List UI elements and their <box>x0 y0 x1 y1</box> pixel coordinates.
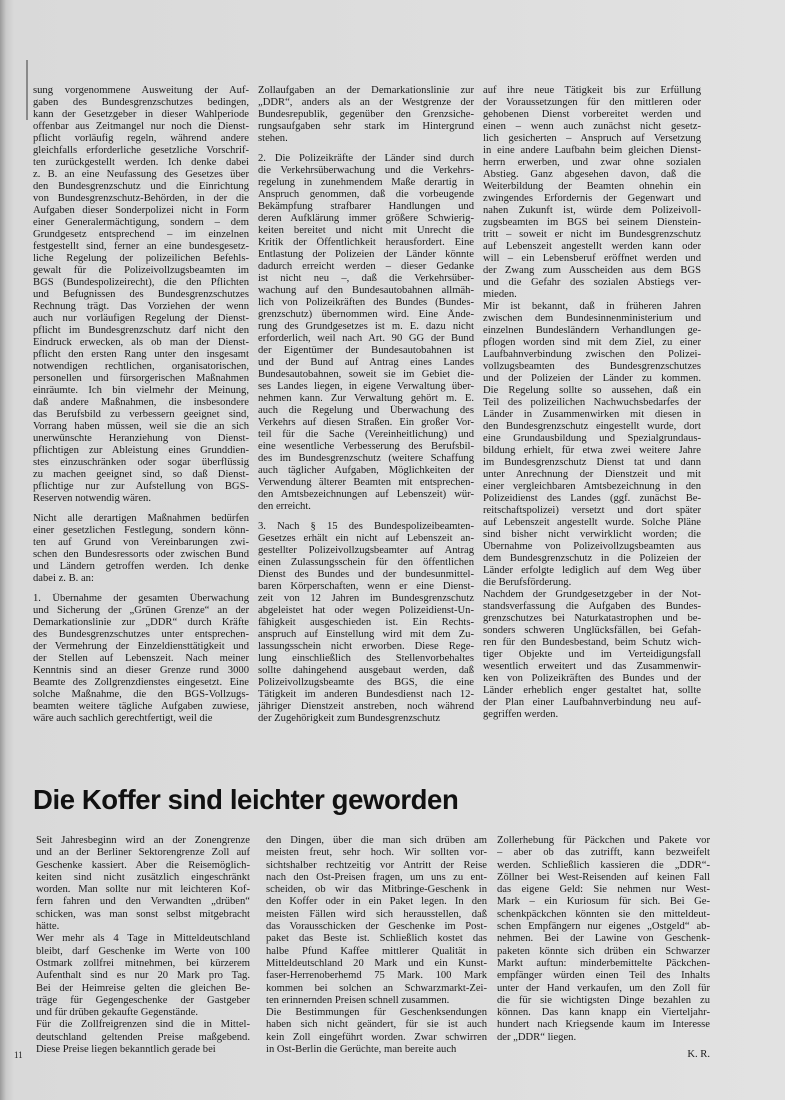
text-line: sichtshalber rechtzeitig vor Antritt der Reise <box>266 859 487 871</box>
text-line: rung des Grundgesetzes ist m. E. dazu nicht <box>258 321 474 332</box>
article-headline: Die Koffer sind leichter geworden <box>33 784 459 815</box>
text-line: solche Maßnahme, die den BGS-Vollzugs- <box>33 689 249 700</box>
text-line: eine wesentliche Verbesserung des Berufsbil- <box>258 441 474 452</box>
text-line: zeit von 12 Jahren im Bundesgrenzschutz <box>258 593 474 604</box>
text-line: Kritik der Öffentlichkeit herausfordert. Eine <box>258 237 474 248</box>
text-line: Übernahme von Polizeivollzugsbeamten aus <box>483 541 701 552</box>
text-line: beamten weitere tägliche Aufgaben zuwiese, <box>33 701 249 712</box>
text-line: dem Bundesgrenzschutz in die Polizeien der <box>483 553 701 564</box>
text-line: Aufgaben dieser Sonderpolizei nicht in Form <box>33 205 249 216</box>
text-line: herrn erwerben, und zwar ohne sozialen <box>483 157 701 168</box>
text-line: tiger Objekte und im Verteidigungsfall <box>483 649 701 660</box>
paragraph <box>266 835 487 1007</box>
text-line: eine Grundausbildung und Spezialgrundaus- <box>483 433 701 444</box>
text-line: 1. Übernahme der gesamten Überwachung <box>33 593 249 604</box>
text-line: Tätigkeit im anderen Bundesdienst nach 12- <box>258 689 474 700</box>
text-line: die Berufsförderung. <box>483 577 572 588</box>
text-line: keiten sind nicht zusätzlich eingeschränkt <box>36 871 250 883</box>
text-line: z. B. an eine Neufassung des Gesetzes über <box>33 169 249 180</box>
text-line: Anspruch genommen, daß die vorbeugende <box>258 189 474 200</box>
text-line: bleibt, darf Geschenke im Werte von 100 <box>36 945 250 957</box>
text-line: dabei z. B. an: <box>33 573 94 584</box>
text-line: das eigene Geld: Sie nehmen nur West- <box>497 884 710 896</box>
text-line: auf Lebenszeit angestellt werden kann oder <box>483 241 701 252</box>
text-line: notwendigen rechtlichen, organisatorischen, <box>33 361 249 372</box>
text-line: und der Bund auf Antrag eines Landes <box>258 357 474 368</box>
text-line: Polizeivollzugsbeamte des BGS, die eine <box>258 677 474 688</box>
text-line: einen Zulassungsschein für den öffentlichen <box>258 557 474 568</box>
text-line: einen – wenn auch zunächst nicht gesetz- <box>483 121 701 132</box>
text-line: deren Aufklärung immer größere Schwierig- <box>258 213 474 224</box>
text-line: lung einschließlich des Stellenvorbehaltes <box>258 653 474 664</box>
text-line: und Befugnissen des Bundesgrenzschutzes <box>33 289 249 300</box>
text-line: den Koffer oder in ein Paket legen. In den <box>266 896 487 908</box>
text-line: den Bundesgrenzschutz eingestellt wurde, dort <box>483 421 701 432</box>
text-line: scheiden, ob wir das Mitbringe-Geschenk in <box>266 884 487 896</box>
text-line: bildung erhielt, für etwa zwei weitere Jahre <box>483 445 701 456</box>
text-line: Mark – ein Kuriosum für sich. Bei Ge- <box>497 896 710 908</box>
text-line: grenzschutz) übernommen wird. Eine Ände- <box>258 309 474 320</box>
text-line: Länder in Zusammenwirken mit diesen in <box>483 409 701 420</box>
text-line: tritt – soweit er nicht im Bundesgrenzschutz <box>483 229 701 240</box>
text-line: Zollerhebung für Päckchen und Pakete vor <box>497 835 710 846</box>
text-line: erforderlich, weil nach Art. 90 GG der Bund <box>258 333 474 344</box>
text-line: schen Empfängern nur eigenes „Ostgeld“ ab- <box>497 921 710 933</box>
text-line: Seit Jahresbeginn wird an der Zonengrenze <box>36 835 250 846</box>
text-line: stes einzuschränken oder sogar überflüssig <box>33 457 249 468</box>
text-line: festgestellt sind, ferner an eine bundesgesetz- <box>33 241 249 252</box>
text-line: schenkpäckchen könnten sie den mitteldeut- <box>497 908 710 920</box>
text-line: Weiterbildung der Beamten ohnehin ein <box>483 181 701 192</box>
text-line: Polizeidienst des Landes (ggf. zunächst Be- <box>483 493 701 504</box>
paragraph <box>33 593 249 725</box>
text-line: Für die Zollfreigrenzen sind die in Mittel- <box>36 1019 250 1031</box>
text-line: und Sicherung der „Grünen Grenze“ an der <box>33 605 249 616</box>
text-line: schen den Bundesressorts oder zwischen Bund <box>33 549 249 560</box>
text-line: faser-Herrenoberhemd 75 Mark. 100 Mark <box>266 970 487 982</box>
text-line: Wer mehr als 4 Tage in Mitteldeutschland <box>36 933 250 945</box>
text-line: empfänger würden einen Teil des Inhalts <box>497 970 710 982</box>
text-line: halbe Pfund Kaffee mittlerer Qualität in <box>266 945 487 957</box>
text-line: daß andere Maßnahmen, die insbesondere <box>33 397 249 408</box>
article-column-1 <box>36 835 250 1056</box>
article-column-3 <box>497 835 710 1062</box>
text-line: Die Bestimmungen für Geschenksendungen <box>266 1007 487 1019</box>
text-line: Mitteldeutschland 20 Mark und ein Kunst- <box>266 957 487 969</box>
text-line: ten erinnernden Preisen schnell zusammen. <box>266 994 450 1006</box>
page-number: 11 <box>14 1050 23 1060</box>
text-line: pflicht im Bundesgrenzschutz darf nicht den <box>33 325 249 336</box>
page-edge-mark <box>26 60 28 120</box>
paragraph <box>33 513 249 585</box>
text-line: ist nicht neu –, daß die Verkehrsüber- <box>258 273 474 284</box>
text-line: Eindruck erwecken, als ob man der Dienst- <box>33 337 249 348</box>
text-line: können. Das kann knapp ein Vierteljahr- <box>497 1007 710 1019</box>
text-line: paketen könnte sich drüben ein Schwarzer <box>497 945 710 957</box>
text-line: Grundgesetz entsprechend – im einzelnen <box>33 229 249 240</box>
text-line: des im Bundesgrenzschutz (weitere Schaffung <box>258 453 474 464</box>
text-line: Die Regelung sollte so aussehen, daß ein <box>483 385 701 396</box>
text-line: pflicht vorläufig regeln, während andere <box>33 133 249 144</box>
text-line: und die Gefahr des sozialen Abstiegs ver- <box>483 277 701 288</box>
text-line: lich von Polizeikräften des Bundes (Bundes- <box>258 297 474 308</box>
text-line: kein Zoll eingeführt worden. Zwar schwirren <box>266 1031 487 1043</box>
text-line: zwischen dem Bundesinnenministerium und <box>483 313 701 324</box>
text-line: unerwünschte Heranziehung von Dienst- <box>33 433 249 444</box>
text-line: pflichtigen zur Ableistung eines Grunddien- <box>33 445 249 456</box>
text-line: Gesetzes erhält ein nicht auf Lebenszeit an- <box>258 533 474 544</box>
article-column-2 <box>266 835 487 1056</box>
text-line: Bekämpfung strafbarer Handlungen und <box>258 201 474 212</box>
text-line: kommen bei solchen an Schwarzmarkt-Zei- <box>266 982 487 994</box>
text-line: den Amtsbezeichnungen auf Lebenszeit) wür- <box>258 489 474 500</box>
text-line: den Bundesgrenzschutz und die Einrichtung <box>33 181 249 192</box>
paragraph <box>36 933 250 1019</box>
text-line: paket das Beste ist. Schließlich kostet das <box>266 933 487 945</box>
text-line: Länder erheblich enger gestaltet hat, sollte <box>483 685 701 696</box>
text-line: regelung in zunehmendem Maße derartig in <box>258 177 474 188</box>
text-line: ren für den Bundesbestand, beim Schutz wich- <box>483 637 701 648</box>
text-line: lassungsschein nicht erworben. Diese Rege- <box>258 641 474 652</box>
upper-column-2 <box>258 85 474 725</box>
text-line: gleichfalls erforderliche gesetzliche Vorschrif- <box>33 145 249 156</box>
text-line: gaben des Bundesgrenzschutzes bedingen, <box>33 97 249 108</box>
text-line: und für drüben gekaufte Gegenstände. <box>36 1007 199 1019</box>
text-line: sung vorgenommene Ausweitung der Auf- <box>33 85 249 96</box>
text-line: sollte dahingehend ausgebaut werden, daß <box>258 665 474 676</box>
text-line: sind bisher nicht verwirklicht worden; die <box>483 529 701 540</box>
text-line: das Berufsbild zu verbessern geeignet sind, <box>33 409 249 420</box>
text-line: Verwendung älterer Beamten mit entsprechen- <box>258 477 474 488</box>
text-line: zwingendes Erfordernis der Gegenwart und <box>483 193 701 204</box>
text-line: ses Landes liegen, in eigene Verwaltung über- <box>258 381 474 392</box>
text-line: den Dingen, über die man sich drüben am <box>266 835 487 846</box>
paragraph <box>483 301 701 589</box>
text-line: pflichtige nur zur Aufstellung von BGS- <box>33 481 249 492</box>
text-line: sonders schweren Unglücksfällen, bei Gefah- <box>483 625 701 636</box>
text-line: Rechnung trägt. Das Vorziehen der wenn <box>33 301 249 312</box>
text-line: vollzugsbeamten des Bundesgrenzschutzes <box>483 361 701 372</box>
paragraph <box>497 835 710 1044</box>
text-line: pflicht den ersten Rang unter den insgesamt <box>33 349 249 360</box>
text-line: gehobenen Dienst vorbereitet werden und <box>483 109 701 120</box>
paragraph <box>33 85 249 505</box>
text-line: reitschaftspolizei) versetzt und dort später <box>483 505 701 516</box>
paragraph <box>258 85 474 145</box>
text-line: Markt auftun: minderbemittelte Päckchen- <box>497 957 710 969</box>
text-line: personellen und fürsorgerischen Maßnahmen <box>33 373 249 384</box>
text-line: und der Polizeien der Länder zu kommen. <box>483 373 701 384</box>
text-line: wäre auch sachlich gerechtfertigt, weil die <box>33 713 213 724</box>
text-line: ten auf Grund von Vereinbarungen zwi- <box>33 537 249 548</box>
text-line: nahen Zukunft ist, würde dem Polizeivoll- <box>483 205 701 216</box>
text-line: die für sie wichtigsten Dinge bezahlen zu <box>497 994 710 1006</box>
text-line: nehmen kann. Zur Verwaltung gehört m. E. <box>258 393 474 404</box>
text-line: Nicht alle derartigen Maßnahmen bedürfen <box>33 513 249 524</box>
text-line: einer vergleichbaren Amtsbezeichnung in den <box>483 481 701 492</box>
paragraph <box>483 85 701 301</box>
text-line: teil für die Sache (Vereinheitlichung) und <box>258 429 474 440</box>
text-line: rungsaufgaben sehr stark im Hintergrund <box>258 121 474 132</box>
text-line: Bundesautobahnen, soweit sie im Gebiet die- <box>258 369 474 380</box>
text-line: Diese Preise liegen bekanntlich gerade bei <box>36 1044 216 1056</box>
text-line: und Ländern getroffen werden. Ich denke <box>33 561 249 572</box>
text-line: nehmen. Bei der Lawine von Geschenk- <box>497 933 710 945</box>
text-line: fähigkeit ausgeschieden ist. Ein Rechts- <box>258 617 474 628</box>
text-line: Aufenthalt sind es nur 20 Mark pro Tag. <box>36 970 250 982</box>
text-line: den erreicht. <box>258 501 311 512</box>
text-line: der Plan einer Laufbahnverbindung neu auf- <box>483 697 701 708</box>
text-line: Verkehrs auf diesen Straßen. Ein großer Vor- <box>258 417 474 428</box>
text-line: in Ost-Berlin die Gerüchte, man bereite auch <box>266 1044 457 1056</box>
text-line: im Bundesgrenzschutz Dienst tat und dann <box>483 457 701 468</box>
text-line: Abstieg. Ganz abgesehen davon, daß die <box>483 169 701 180</box>
text-line: fern fahren und den Verwandten „drüben“ <box>36 896 250 908</box>
text-line: stehen. <box>258 133 288 144</box>
text-line: – aber ob das zutrifft, kann bezweifelt <box>497 847 710 859</box>
text-line: der Voraussetzungen für den mittleren oder <box>483 97 701 108</box>
text-line: Nachdem der Grundgesetzgeber in der Not- <box>483 589 701 600</box>
text-line: einer Generalermächtigung, sondern – dem <box>33 217 249 228</box>
text-line: schicken, was man sonst selbst mitgebracht <box>36 908 250 920</box>
text-line: einzelnen Bundesländern Verhandlungen ge- <box>483 325 701 336</box>
text-line: Laufbahnverbindung zwischen den Polizei- <box>483 349 701 360</box>
text-line: 3. Nach § 15 des Bundespolizeibeamten- <box>258 521 474 532</box>
paragraph <box>258 521 474 725</box>
text-line: gestellter Polizeivollzugsbeamter auf Antrag <box>258 545 474 556</box>
text-line: keiten bereitet und nicht mit Unrecht die <box>258 225 474 236</box>
text-line: werden. Schließlich kassieren die „DDR“- <box>497 859 710 871</box>
text-line: jähriger Dienstzeit anstreben, noch während <box>258 701 474 712</box>
text-line: worden. Man sollte nur mit leichteren Kof- <box>36 884 250 896</box>
text-line: einräumte. Ich bin vielmehr der Meinung, <box>33 385 249 396</box>
text-line: Länder erfolgte lediglich auf dem Weg über <box>483 565 701 576</box>
text-line: Dienst des Bundes und der bundesunmittel- <box>258 569 474 580</box>
paragraph <box>266 1007 487 1056</box>
text-line: Zollaufgaben an der Demarkationslinie zur <box>258 85 474 96</box>
text-line: auch täglicher Aufgaben, Möglichkeiten der <box>258 465 474 476</box>
text-line: auf Lebenszeit angestellt wurde. Solche Pläne <box>483 517 701 528</box>
upper-column-3 <box>483 85 701 721</box>
text-line: der Zwang zum Ausscheiden aus dem BGS <box>483 265 701 276</box>
text-line: Zöllner bei West-Reisenden auf keinen Fall <box>497 871 710 883</box>
text-line: baren Körperschaften, wenn er eine Dienst- <box>258 581 474 592</box>
text-line: nach den Ost-Preisen fragen, um uns zu ent- <box>266 871 487 883</box>
text-line: pflogen worden sind mit dem Ziel, zu einer <box>483 337 701 348</box>
text-line: lich gesicherten – Anspruch auf Versetzung <box>483 133 701 144</box>
text-line: der Stellen auf Lebenszeit. Nach meiner <box>33 653 249 664</box>
text-line: kann der Gesetzgeber in dieser Wahlperiode <box>33 109 249 120</box>
text-line: der „DDR“ liegen. <box>497 1031 577 1043</box>
text-line: zu machen geeignet sind, so daß Dienst- <box>33 469 249 480</box>
text-line: hätte. <box>36 921 60 933</box>
text-line: Teil des polizeilichen Nachwuchsbedarfes der <box>483 397 701 408</box>
text-line: ten zurückgestellt werden. Ich denke dabei <box>33 157 249 168</box>
text-line: des Bundesgrenzschutzes unter entsprechen- <box>33 629 249 640</box>
text-line: wachung auf den Bundesautobahnen allmäh- <box>258 285 474 296</box>
text-line: Demarkationslinie zur „DDR“ durch Kräfte <box>33 617 249 628</box>
text-line: anspruch auf Einstellung wird mit dem Zu- <box>258 629 474 640</box>
text-line: standsverfassung die Aufgaben des Bundes- <box>483 601 701 612</box>
text-line: in eine andere Laufbahn beim gleichen Dienst- <box>483 145 701 156</box>
text-line: der Zugehörigkeit zum Bundesgrenzschutz <box>258 713 441 724</box>
text-line: die Verkehrsüberwachung und die Verkehrs- <box>258 165 474 176</box>
paragraph <box>483 589 701 721</box>
text-line: offenbar aus Zeitmangel nur noch die Dienst- <box>33 121 249 132</box>
text-line: meisten Fällen wird sich herausstellen, daß <box>266 908 487 920</box>
text-line: liche Regelung der polizeilichen Befehls- <box>33 253 249 264</box>
text-line: Mir ist bekannt, daß in früheren Jahren <box>483 301 701 312</box>
text-line: mieden. <box>483 289 517 300</box>
text-line: Ostmark zollfrei mitnehmen, bei kürzerem <box>36 957 250 969</box>
text-line: der Vermehrung der Einzeldiensttätigkeit und <box>33 641 249 652</box>
text-line: wesentlich erweitert und das Zusammenwir- <box>483 661 701 672</box>
text-line: Reserven notwendig wären. <box>33 493 151 504</box>
text-line: hundert nach Kriegsende kaum im Interesse <box>497 1019 710 1031</box>
text-line: unter der Hand verkaufen, um den Zoll für <box>497 982 710 994</box>
text-line: Vorrang haben müssen, weil sie die an sich <box>33 421 249 432</box>
text-line: träge für Gegengeschenke der Gastgeber <box>36 994 250 1006</box>
text-line: meisten freut, sehr hoch. Wir sollten vor- <box>266 847 487 859</box>
text-line: das Vorausschicken der Geschenke im Post- <box>266 921 487 933</box>
text-line: und an der Berliner Sektorengrenze Zoll auf <box>36 847 250 859</box>
paragraph <box>258 153 474 513</box>
text-line: einer gesetzlichen Festlegung, sondern könn- <box>33 525 249 536</box>
paragraph <box>36 1019 250 1056</box>
upper-column-1 <box>33 85 249 725</box>
text-line: will – ein Lebensberuf eröffnet werden und <box>483 253 701 264</box>
text-line: dadurch erreicht werden – dieser Gedanke <box>258 261 474 272</box>
text-line: abgeleistet hat oder wegen Polizeidienst-Un- <box>258 605 474 616</box>
text-line: Entlastung der Polizeien der Länder könnte <box>258 249 474 260</box>
text-line: 2. Die Polizeikräfte der Länder sind durch <box>258 153 474 164</box>
text-line: gegriffen werden. <box>483 709 559 720</box>
author-signature: K. R. <box>687 1049 710 1061</box>
text-line: auch nur vorläufigen Regelung der Dienst- <box>33 313 249 324</box>
text-line: „DDR“, anders als an der Westgrenze der <box>258 97 474 108</box>
text-line: grenzschutzes bei Naturkatastrophen und be- <box>483 613 701 624</box>
text-line: BGS (Bundespolizeirecht), die den Pflichten <box>33 277 249 288</box>
text-line: gewalt für die Polizeivollzugsbeamten im <box>33 265 249 276</box>
text-line: der Eigentümer der Bundesautobahnen ist <box>258 345 474 356</box>
paragraph <box>36 835 250 933</box>
text-line: Bundesrepublik, gegenüber den Grenzsiche- <box>258 109 474 120</box>
text-line: haben sich nicht geändert, für sie ist auch <box>266 1019 487 1031</box>
text-line: deutschland geltenden Preise maßgebend. <box>36 1031 250 1043</box>
text-line: auf ihre neue Tätigkeit bis zur Erfüllung <box>483 85 701 96</box>
text-line: Beamte des Zollgrenzdienstes eingesetzt. Eine <box>33 677 249 688</box>
text-line: unter Anrechnung der Dienstzeit und mit <box>483 469 701 480</box>
text-line: zugsbeamten im BGS bei seinem Dienstein- <box>483 217 701 228</box>
text-line: auch die Regelung und Überwachung des <box>258 405 474 416</box>
text-line: Geschenke kassiert. Aber die Reisemöglich- <box>36 859 250 871</box>
text-line: Bei der Heimreise gelten die gleichen Be- <box>36 982 250 994</box>
text-line: von Bundesgrenzschutz-Behörden, in der die <box>33 193 249 204</box>
text-line: ken von Polizeikräften des Bundes und der <box>483 673 701 684</box>
text-line: Kenntnis sind an dieser Grenze rund 3000 <box>33 665 249 676</box>
